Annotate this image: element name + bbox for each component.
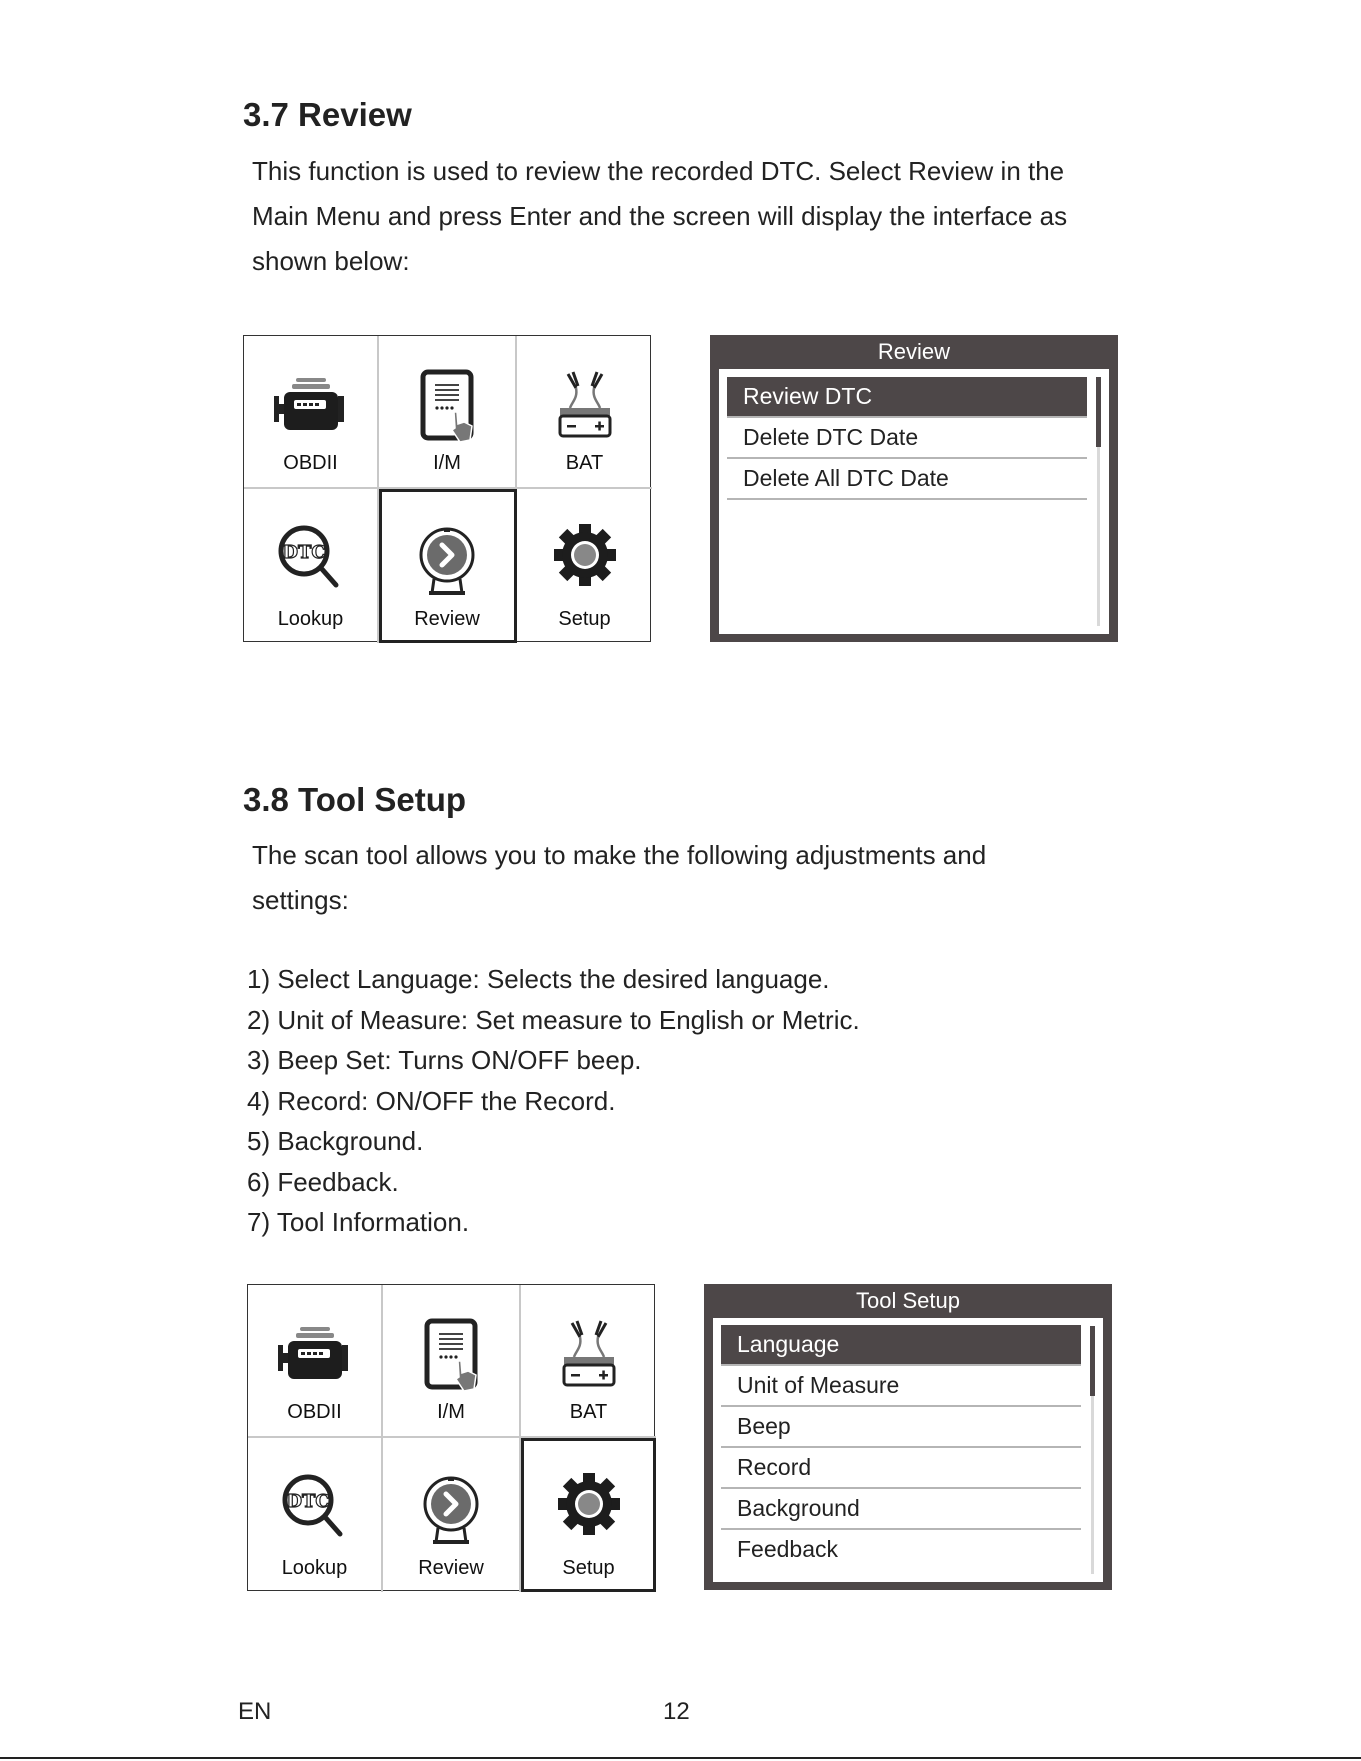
menu-item-setup[interactable] [521, 1438, 656, 1592]
menu-label: Setup [562, 1557, 615, 1579]
tablet-touch-icon [406, 1313, 496, 1403]
review-play-icon [402, 517, 492, 607]
list-item: 7) Tool Information. [247, 1207, 470, 1237]
screen-title: Review [877, 339, 951, 364]
gear-icon [544, 1466, 634, 1556]
list-item-delete-all-dtc-date[interactable]: Delete All DTC Date [727, 459, 1087, 500]
menu-label: OBDII [287, 1401, 342, 1423]
screen-list [719, 369, 1109, 634]
menu-label: Setup [558, 608, 611, 630]
screen-list [713, 1318, 1103, 1582]
menu-item-review[interactable] [383, 1438, 521, 1592]
list-item-record[interactable]: Record [721, 1448, 1081, 1489]
main-menu-grid [243, 335, 651, 642]
list-item-beep[interactable]: Beep [721, 1407, 1081, 1448]
paragraph-line: Main Menu and press Enter and the screen will display the interface as [252, 201, 1068, 231]
list-item-language[interactable]: Language [721, 1325, 1081, 1366]
list-item: 4) Record: ON/OFF the Record. [247, 1085, 616, 1116]
engine-icon [266, 364, 356, 454]
menu-label: Review [414, 608, 480, 630]
menu-item-lookup[interactable] [244, 489, 379, 643]
screen-title: Tool Setup [856, 1288, 960, 1313]
list-item: 2) Unit of Measure: Set measure to English or Metric. [247, 1004, 860, 1035]
engine-icon [270, 1313, 360, 1403]
battery-icon [544, 1313, 634, 1403]
list-item: 5) Background. [247, 1126, 424, 1156]
menu-item-lookup[interactable] [248, 1438, 383, 1592]
paragraph-line: The scan tool allows you to make the following adjustments and [252, 840, 987, 870]
menu-item-setup[interactable] [517, 489, 652, 643]
svg-text:DTC: DTC [285, 1491, 330, 1512]
menu-label: OBDII [283, 452, 338, 474]
list-item-background[interactable]: Background [721, 1489, 1081, 1530]
paragraph-line: shown below: [252, 246, 410, 276]
menu-label: Lookup [281, 1557, 348, 1579]
tool-setup-screen [704, 1284, 1112, 1590]
main-menu-grid [247, 1284, 655, 1591]
page-bottom-rule [0, 1757, 1361, 1759]
list-item-review-dtc[interactable]: Review DTC [727, 377, 1087, 418]
list-item-delete-dtc-date[interactable]: Delete DTC Date [727, 418, 1087, 459]
menu-item-bat[interactable] [517, 336, 652, 489]
tablet-touch-icon [402, 364, 492, 454]
section-heading-tool-setup: 3.8 Tool Setup [243, 781, 467, 818]
menu-item-im[interactable] [383, 1285, 521, 1438]
page-number: 12 [663, 1698, 690, 1725]
menu-label: BAT [565, 452, 604, 474]
footer-language: EN [238, 1698, 272, 1725]
menu-item-review[interactable] [379, 489, 517, 643]
menu-item-obdii[interactable] [244, 336, 379, 489]
section-heading-review: 3.7 Review [243, 96, 412, 133]
gear-icon [540, 517, 630, 607]
battery-icon [540, 364, 630, 454]
list-item-feedback[interactable]: Feedback [737, 1536, 839, 1562]
list-item: 3) Beep Set: Turns ON/OFF beep. [247, 1045, 642, 1075]
menu-label: Lookup [277, 608, 344, 630]
list-item-unit-of-measure[interactable]: Unit of Measure [721, 1366, 1081, 1407]
dtc-lookup-icon [266, 517, 356, 607]
paragraph-line: This function is used to review the recorded DTC. Select Review in the [252, 156, 1065, 186]
settings-list [247, 959, 860, 1243]
menu-item-obdii[interactable] [248, 1285, 383, 1438]
svg-text:DTC: DTC [281, 542, 326, 563]
menu-label: Review [418, 1557, 484, 1579]
review-description [252, 149, 1067, 284]
list-item: 1) Select Language: Selects the desired language. [247, 964, 830, 994]
menu-label: I/M [433, 452, 461, 474]
menu-item-im[interactable] [379, 336, 517, 489]
paragraph-line: settings: [252, 885, 349, 915]
scrollbar-thumb[interactable] [1096, 377, 1101, 447]
dtc-lookup-icon [270, 1466, 360, 1556]
menu-item-bat[interactable] [521, 1285, 656, 1438]
menu-label: BAT [569, 1401, 608, 1423]
list-item: 6) Feedback. [247, 1166, 399, 1197]
review-screen [710, 335, 1118, 642]
menu-label: I/M [437, 1401, 465, 1423]
tool-setup-description [252, 833, 986, 923]
scrollbar-thumb[interactable] [1090, 1326, 1095, 1396]
review-play-icon [406, 1466, 496, 1556]
